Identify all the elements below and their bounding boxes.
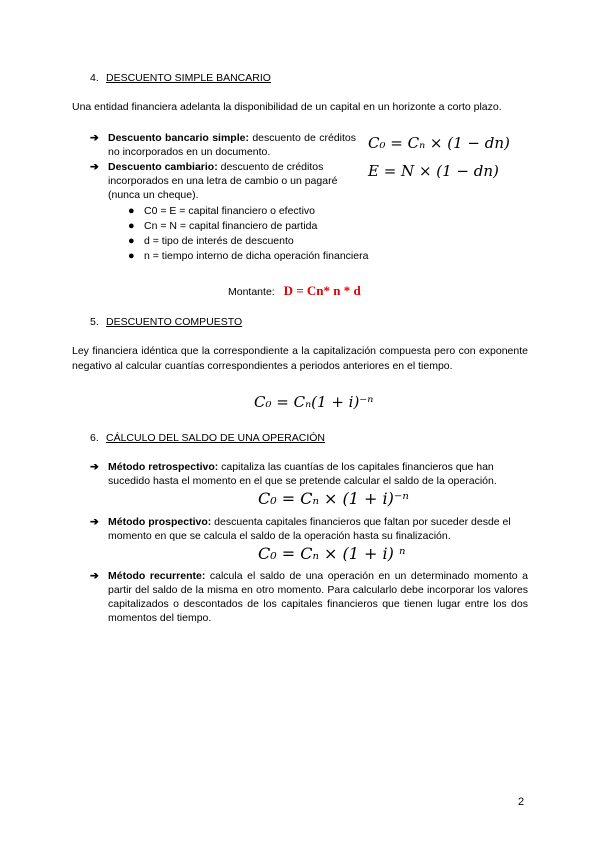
subitem-cn <box>128 219 317 233</box>
bullet-text: descuenta capitales financieros que faltan por suceder desde el momento en que se calcula el saldo de la operación hasta su finalización. <box>108 516 511 542</box>
bullet-term: Método retrospectivo: <box>108 461 219 473</box>
formula-descuento-cambiario: E = N × (1 − dn) <box>368 162 499 180</box>
bullet-text: calcula el saldo de una operación en un determinado momento a partir del saldo de la misma en otro momento. Para calcularlo debe incorporar los valores capitalizados o descontados de los capitales financieros que tienen lugar entre los dos momentos del tiempo. <box>108 570 529 624</box>
subitem-text: n = tiempo interno de dicha operación financiera <box>144 250 369 262</box>
bullet-term: Método prospectivo: <box>108 516 212 528</box>
montante-formula: D = Cn* n * d <box>283 283 361 298</box>
subitem-text: Cn = N = capital financiero de partida <box>144 220 318 232</box>
bullet-descuento-cambiario <box>90 160 356 202</box>
montante-label: Montante: <box>228 286 275 298</box>
subitem-n <box>128 249 368 263</box>
section-4-heading <box>90 72 271 84</box>
bullet-dot-icon: ● <box>128 235 135 247</box>
arrow-icon: ➔ <box>90 461 99 473</box>
bullet-metodo-retrospectivo <box>90 460 528 488</box>
bullet-text: descuento de créditos no incorporados en un documento. <box>108 132 356 158</box>
formula-retrospectivo: C₀ = Cₙ × (1 + i)⁻ⁿ <box>258 489 409 508</box>
bullet-metodo-recurrente <box>90 569 528 625</box>
formula-prospectivo: C₀ = Cₙ × (1 + i) ⁿ <box>258 544 406 563</box>
bullet-dot-icon: ● <box>128 220 135 232</box>
section-6-number: 6. <box>90 432 99 444</box>
arrow-icon: ➔ <box>90 516 99 528</box>
formula-descuento-compuesto: C₀ = Cₙ(1 + i)⁻ⁿ <box>254 393 374 411</box>
bullet-descuento-bancario <box>90 131 356 159</box>
bullet-dot-icon: ● <box>128 250 135 262</box>
section-6-title: CÁLCULO DEL SALDO DE UNA OPERACIÓN <box>106 432 326 444</box>
section-5-heading <box>90 316 242 328</box>
subitem-text: d = tipo de interés de descuento <box>144 235 294 247</box>
section-5-title: DESCUENTO COMPUESTO <box>106 316 243 328</box>
section-5-text: Ley financiera idéntica que la correspondiente a la capitalización compuesta pero con exponente negativo al calcular cuantías correspondientes a periodos anteriores en el tiempo. <box>72 345 528 372</box>
subitem-text: C0 = E = capital financiero o efectivo <box>144 205 316 217</box>
bullet-text: capitaliza las cuantías de los capitales financieros que han sucedido hasta el momento en el que se pretende calcular el saldo de la operación. <box>108 461 497 487</box>
bullet-metodo-prospectivo <box>90 515 528 543</box>
subitem-d <box>128 234 294 248</box>
arrow-icon: ➔ <box>90 570 99 582</box>
montante-row <box>228 283 361 299</box>
bullet-term: Descuento bancario simple: <box>108 132 249 144</box>
arrow-icon: ➔ <box>90 161 99 173</box>
bullet-text: descuento de créditos incorporados en una letra de cambio o un pagaré (nunca un cheque). <box>108 161 338 201</box>
bullet-term: Descuento cambiario: <box>108 161 218 173</box>
bullet-term: Método recurrente: <box>108 570 206 582</box>
section-4-number: 4. <box>90 72 99 84</box>
page-number: 2 <box>518 796 525 808</box>
section-4-intro: Una entidad financiera adelanta la disponibilidad de un capital en un horizonte a corto plazo. <box>72 101 502 113</box>
subitem-c0 <box>128 204 315 218</box>
bullet-dot-icon: ● <box>128 205 135 217</box>
section-6-heading <box>90 432 325 444</box>
section-5-number: 5. <box>90 316 99 328</box>
formula-descuento-bancario: C₀ = Cₙ × (1 − dn) <box>368 134 510 152</box>
arrow-icon: ➔ <box>90 132 99 144</box>
section-4-title: DESCUENTO SIMPLE BANCARIO <box>106 72 271 84</box>
